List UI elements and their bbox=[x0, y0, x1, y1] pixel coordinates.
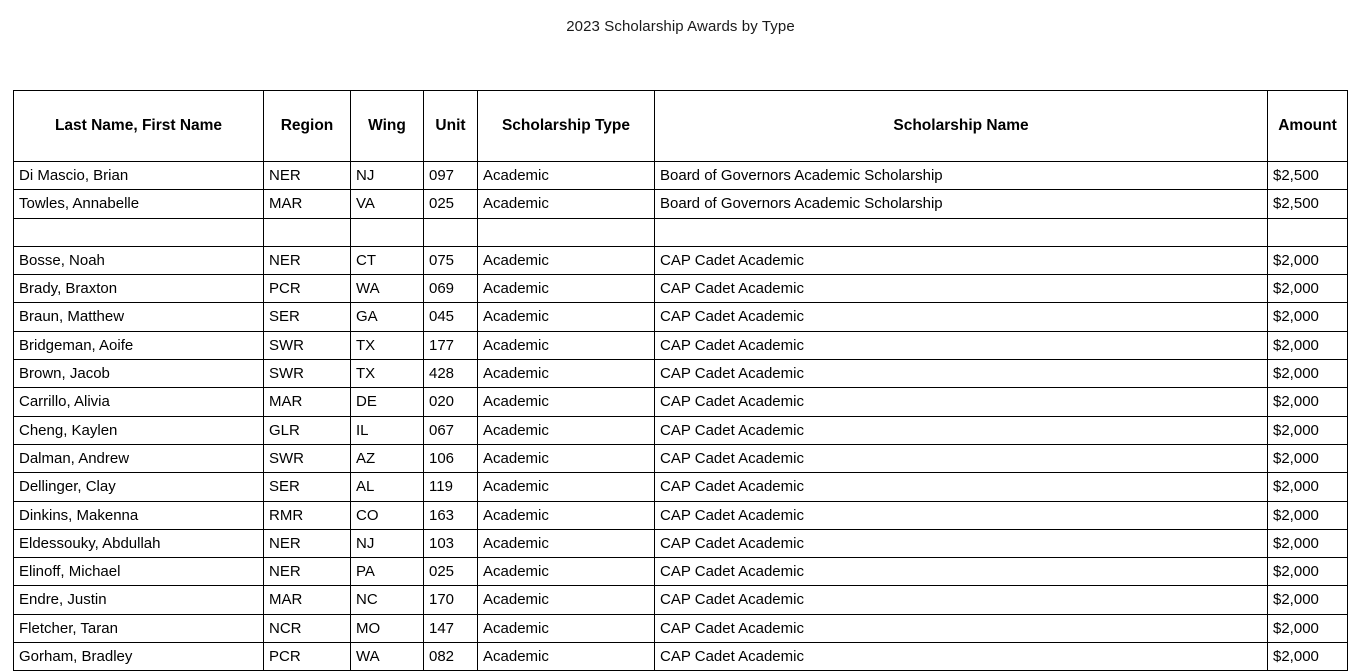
cell-wing: VA bbox=[351, 190, 424, 218]
cell-name: Bridgeman, Aoife bbox=[14, 331, 264, 359]
cell-sname: CAP Cadet Academic bbox=[655, 303, 1268, 331]
cell-amount: $2,000 bbox=[1268, 558, 1348, 586]
column-header-region[interactable]: Region bbox=[264, 91, 351, 162]
cell-amount: $2,000 bbox=[1268, 303, 1348, 331]
cell-name: Fletcher, Taran bbox=[14, 614, 264, 642]
table-row bbox=[14, 614, 1348, 642]
cell-unit: 069 bbox=[424, 275, 478, 303]
column-header-scholarship-name[interactable]: Scholarship Name bbox=[655, 91, 1268, 162]
cell-type: Academic bbox=[478, 444, 655, 472]
table-row bbox=[14, 529, 1348, 557]
cell-unit: 106 bbox=[424, 444, 478, 472]
cell-name: Braun, Matthew bbox=[14, 303, 264, 331]
spacer-cell-amount bbox=[1268, 218, 1348, 246]
cell-amount: $2,000 bbox=[1268, 360, 1348, 388]
cell-sname: CAP Cadet Academic bbox=[655, 388, 1268, 416]
spacer-cell-sname bbox=[655, 218, 1268, 246]
cell-sname: CAP Cadet Academic bbox=[655, 614, 1268, 642]
cell-sname: CAP Cadet Academic bbox=[655, 444, 1268, 472]
cell-sname: CAP Cadet Academic bbox=[655, 586, 1268, 614]
cell-type: Academic bbox=[478, 303, 655, 331]
cell-wing: TX bbox=[351, 360, 424, 388]
cell-amount: $2,000 bbox=[1268, 444, 1348, 472]
cell-wing: PA bbox=[351, 558, 424, 586]
cell-type: Academic bbox=[478, 558, 655, 586]
cell-region: NER bbox=[264, 558, 351, 586]
cell-unit: 097 bbox=[424, 162, 478, 190]
cell-unit: 025 bbox=[424, 558, 478, 586]
cell-sname: CAP Cadet Academic bbox=[655, 473, 1268, 501]
cell-sname: Board of Governors Academic Scholarship bbox=[655, 190, 1268, 218]
cell-sname: CAP Cadet Academic bbox=[655, 529, 1268, 557]
cell-unit: 119 bbox=[424, 473, 478, 501]
table-row bbox=[14, 444, 1348, 472]
cell-region: NER bbox=[264, 162, 351, 190]
cell-sname: CAP Cadet Academic bbox=[655, 275, 1268, 303]
cell-wing: IL bbox=[351, 416, 424, 444]
cell-name: Carrillo, Alivia bbox=[14, 388, 264, 416]
cell-unit: 103 bbox=[424, 529, 478, 557]
cell-wing: CO bbox=[351, 501, 424, 529]
cell-region: SER bbox=[264, 473, 351, 501]
cell-name: Dellinger, Clay bbox=[14, 473, 264, 501]
cell-sname: Board of Governors Academic Scholarship bbox=[655, 162, 1268, 190]
cell-amount: $2,000 bbox=[1268, 501, 1348, 529]
cell-region: NER bbox=[264, 246, 351, 274]
page-title: 2023 Scholarship Awards by Type bbox=[566, 18, 795, 35]
column-header-scholarship-type[interactable]: Scholarship Type bbox=[478, 91, 655, 162]
cell-type: Academic bbox=[478, 473, 655, 501]
cell-type: Academic bbox=[478, 643, 655, 671]
cell-type: Academic bbox=[478, 501, 655, 529]
cell-region: SWR bbox=[264, 331, 351, 359]
spacer-cell-type bbox=[478, 218, 655, 246]
cell-type: Academic bbox=[478, 331, 655, 359]
table-row bbox=[14, 162, 1348, 190]
cell-region: NCR bbox=[264, 614, 351, 642]
cell-region: PCR bbox=[264, 643, 351, 671]
cell-amount: $2,000 bbox=[1268, 388, 1348, 416]
cell-wing: WA bbox=[351, 275, 424, 303]
cell-wing: MO bbox=[351, 614, 424, 642]
cell-unit: 067 bbox=[424, 416, 478, 444]
table-row bbox=[14, 473, 1348, 501]
cell-unit: 045 bbox=[424, 303, 478, 331]
cell-region: SWR bbox=[264, 360, 351, 388]
cell-region: MAR bbox=[264, 388, 351, 416]
spacer-cell-unit bbox=[424, 218, 478, 246]
cell-region: NER bbox=[264, 529, 351, 557]
table-row bbox=[14, 360, 1348, 388]
cell-type: Academic bbox=[478, 388, 655, 416]
cell-type: Academic bbox=[478, 360, 655, 388]
table-body bbox=[14, 162, 1348, 671]
table-row bbox=[14, 331, 1348, 359]
table-header bbox=[14, 91, 1348, 162]
cell-amount: $2,000 bbox=[1268, 614, 1348, 642]
cell-type: Academic bbox=[478, 416, 655, 444]
cell-wing: TX bbox=[351, 331, 424, 359]
cell-unit: 428 bbox=[424, 360, 478, 388]
cell-wing: AL bbox=[351, 473, 424, 501]
cell-sname: CAP Cadet Academic bbox=[655, 643, 1268, 671]
cell-amount: $2,000 bbox=[1268, 331, 1348, 359]
table-row bbox=[14, 275, 1348, 303]
table-header-row bbox=[14, 91, 1348, 162]
cell-region: SWR bbox=[264, 444, 351, 472]
cell-type: Academic bbox=[478, 275, 655, 303]
spacer-cell-region bbox=[264, 218, 351, 246]
spacer-cell-name bbox=[14, 218, 264, 246]
cell-type: Academic bbox=[478, 246, 655, 274]
cell-amount: $2,500 bbox=[1268, 162, 1348, 190]
column-header-unit[interactable]: Unit bbox=[424, 91, 478, 162]
cell-region: GLR bbox=[264, 416, 351, 444]
cell-wing: NJ bbox=[351, 529, 424, 557]
column-header-amount[interactable]: Amount bbox=[1268, 91, 1348, 162]
cell-name: Towles, Annabelle bbox=[14, 190, 264, 218]
cell-name: Dalman, Andrew bbox=[14, 444, 264, 472]
table-row bbox=[14, 190, 1348, 218]
cell-type: Academic bbox=[478, 190, 655, 218]
cell-unit: 082 bbox=[424, 643, 478, 671]
cell-amount: $2,500 bbox=[1268, 190, 1348, 218]
cell-unit: 025 bbox=[424, 190, 478, 218]
cell-unit: 020 bbox=[424, 388, 478, 416]
cell-sname: CAP Cadet Academic bbox=[655, 331, 1268, 359]
cell-name: Di Mascio, Brian bbox=[14, 162, 264, 190]
table-row bbox=[14, 643, 1348, 671]
cell-name: Elinoff, Michael bbox=[14, 558, 264, 586]
cell-unit: 163 bbox=[424, 501, 478, 529]
table-spacer-row bbox=[14, 218, 1348, 246]
cell-amount: $2,000 bbox=[1268, 643, 1348, 671]
cell-wing: DE bbox=[351, 388, 424, 416]
cell-name: Dinkins, Makenna bbox=[14, 501, 264, 529]
cell-amount: $2,000 bbox=[1268, 246, 1348, 274]
cell-amount: $2,000 bbox=[1268, 473, 1348, 501]
cell-region: PCR bbox=[264, 275, 351, 303]
cell-unit: 075 bbox=[424, 246, 478, 274]
cell-unit: 177 bbox=[424, 331, 478, 359]
table-row bbox=[14, 586, 1348, 614]
cell-amount: $2,000 bbox=[1268, 586, 1348, 614]
cell-wing: GA bbox=[351, 303, 424, 331]
table-row bbox=[14, 416, 1348, 444]
cell-sname: CAP Cadet Academic bbox=[655, 558, 1268, 586]
column-header-last-first-name[interactable]: Last Name, First Name bbox=[14, 91, 264, 162]
cell-name: Cheng, Kaylen bbox=[14, 416, 264, 444]
cell-wing: WA bbox=[351, 643, 424, 671]
cell-type: Academic bbox=[478, 162, 655, 190]
cell-name: Bosse, Noah bbox=[14, 246, 264, 274]
cell-unit: 147 bbox=[424, 614, 478, 642]
cell-sname: CAP Cadet Academic bbox=[655, 416, 1268, 444]
cell-name: Brady, Braxton bbox=[14, 275, 264, 303]
cell-wing: CT bbox=[351, 246, 424, 274]
column-header-wing[interactable]: Wing bbox=[351, 91, 424, 162]
table-row bbox=[14, 303, 1348, 331]
scholarship-awards-table bbox=[13, 90, 1348, 671]
cell-wing: NC bbox=[351, 586, 424, 614]
cell-region: RMR bbox=[264, 501, 351, 529]
cell-name: Eldessouky, Abdullah bbox=[14, 529, 264, 557]
cell-sname: CAP Cadet Academic bbox=[655, 501, 1268, 529]
cell-sname: CAP Cadet Academic bbox=[655, 246, 1268, 274]
cell-type: Academic bbox=[478, 586, 655, 614]
cell-name: Brown, Jacob bbox=[14, 360, 264, 388]
cell-unit: 170 bbox=[424, 586, 478, 614]
cell-amount: $2,000 bbox=[1268, 275, 1348, 303]
table-row bbox=[14, 558, 1348, 586]
cell-wing: AZ bbox=[351, 444, 424, 472]
cell-name: Endre, Justin bbox=[14, 586, 264, 614]
cell-wing: NJ bbox=[351, 162, 424, 190]
cell-region: MAR bbox=[264, 190, 351, 218]
cell-region: MAR bbox=[264, 586, 351, 614]
cell-type: Academic bbox=[478, 529, 655, 557]
spacer-cell-wing bbox=[351, 218, 424, 246]
cell-sname: CAP Cadet Academic bbox=[655, 360, 1268, 388]
cell-amount: $2,000 bbox=[1268, 416, 1348, 444]
cell-name: Gorham, Bradley bbox=[14, 643, 264, 671]
table-row bbox=[14, 501, 1348, 529]
cell-type: Academic bbox=[478, 614, 655, 642]
cell-region: SER bbox=[264, 303, 351, 331]
table-row bbox=[14, 246, 1348, 274]
table-row bbox=[14, 388, 1348, 416]
cell-amount: $2,000 bbox=[1268, 529, 1348, 557]
awards-table-container bbox=[13, 90, 1347, 671]
